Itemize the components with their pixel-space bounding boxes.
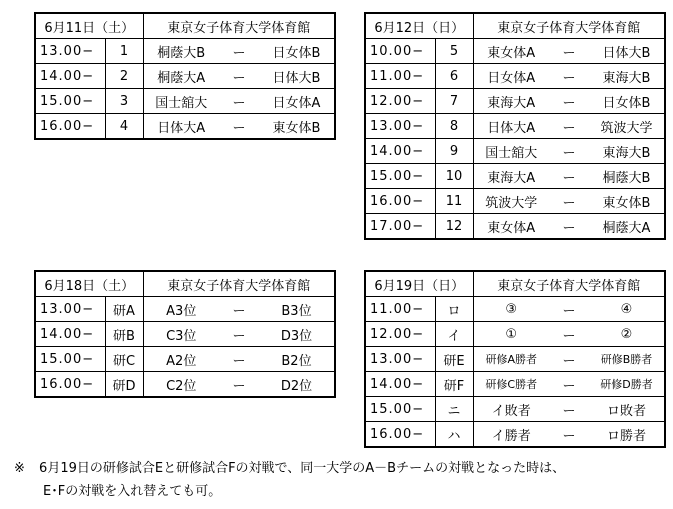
- match-time: 17.00−: [365, 214, 435, 240]
- match-number: 8: [435, 114, 473, 139]
- match-number: ロ: [435, 297, 473, 322]
- table-row: [35, 372, 335, 398]
- match-time: 13.00−: [365, 347, 435, 372]
- match-time: 14.00−: [35, 64, 105, 89]
- home-team: A3位: [143, 297, 219, 322]
- match-number: 1: [105, 39, 143, 64]
- away-team: 桐蔭大A: [589, 214, 665, 240]
- away-team: ロ勝者: [589, 422, 665, 448]
- match-number: 研C: [105, 347, 143, 372]
- table-header-row: [365, 13, 665, 39]
- versus-dash: ー: [549, 297, 589, 322]
- home-team: A2位: [143, 347, 219, 372]
- table-header-row: [35, 271, 335, 297]
- home-team: 研修A勝者: [473, 347, 549, 372]
- match-time: 14.00−: [365, 372, 435, 397]
- home-team: 桐蔭大A: [143, 64, 219, 89]
- table-row: [365, 297, 665, 322]
- away-team: 東海大B: [589, 139, 665, 164]
- match-time: 15.00−: [365, 164, 435, 189]
- versus-dash: ー: [549, 39, 589, 64]
- table-row: [365, 64, 665, 89]
- table-row: [365, 89, 665, 114]
- schedule-table-4: [364, 270, 666, 448]
- table-row: [365, 372, 665, 397]
- venue-header: 東京女子体育大学体育館: [143, 271, 335, 297]
- home-team: 日体大A: [473, 114, 549, 139]
- match-number: 10: [435, 164, 473, 189]
- away-team: B3位: [259, 297, 335, 322]
- footnote: [14, 457, 565, 503]
- home-team: C2位: [143, 372, 219, 398]
- away-team: 東女体B: [259, 114, 335, 140]
- match-number: イ: [435, 322, 473, 347]
- match-time: 15.00−: [365, 397, 435, 422]
- date-header: 6月19日（日）: [365, 271, 473, 297]
- match-time: 12.00−: [365, 322, 435, 347]
- home-team: 桐蔭大B: [143, 39, 219, 64]
- match-time: 16.00−: [35, 372, 105, 398]
- table-header-row: [365, 271, 665, 297]
- versus-dash: ー: [549, 64, 589, 89]
- footnote-text-1: 6月19日の研修試合Eと研修試合Fの対戦で、同一大学のA－Bチームの対戦となった時は、: [39, 461, 566, 476]
- match-number: 5: [435, 39, 473, 64]
- away-team: 桐蔭大B: [589, 164, 665, 189]
- match-time: 15.00−: [35, 347, 105, 372]
- home-team: ③: [473, 297, 549, 322]
- home-team: 東海大A: [473, 89, 549, 114]
- away-team: 研修D勝者: [589, 372, 665, 397]
- versus-dash: ー: [549, 189, 589, 214]
- venue-header: 東京女子体育大学体育館: [473, 13, 665, 39]
- footnote-line-1: [14, 457, 565, 480]
- match-time: 13.00−: [365, 114, 435, 139]
- match-time: 10.00−: [365, 39, 435, 64]
- table-row: [35, 347, 335, 372]
- away-team: ロ敗者: [589, 397, 665, 422]
- away-team: 日女体A: [259, 89, 335, 114]
- schedule-table-1: [34, 12, 336, 140]
- home-team: 国士舘大: [473, 139, 549, 164]
- match-number: 研E: [435, 347, 473, 372]
- match-time: 13.00−: [35, 39, 105, 64]
- table-row: [365, 39, 665, 64]
- versus-dash: ー: [219, 39, 259, 64]
- versus-dash: ー: [219, 347, 259, 372]
- away-team: 東海大B: [589, 64, 665, 89]
- versus-dash: ー: [549, 164, 589, 189]
- venue-header: 東京女子体育大学体育館: [143, 13, 335, 39]
- home-team: イ敗者: [473, 397, 549, 422]
- home-team: 日女体A: [473, 64, 549, 89]
- home-team: 東女体A: [473, 39, 549, 64]
- match-number: 3: [105, 89, 143, 114]
- away-team: 筑波大学: [589, 114, 665, 139]
- versus-dash: ー: [549, 422, 589, 448]
- match-number: 研A: [105, 297, 143, 322]
- home-team: 東海大A: [473, 164, 549, 189]
- away-team: 東女体B: [589, 189, 665, 214]
- versus-dash: ー: [549, 322, 589, 347]
- match-time: 12.00−: [365, 89, 435, 114]
- away-team: ④: [589, 297, 665, 322]
- match-number: 4: [105, 114, 143, 140]
- match-number: ニ: [435, 397, 473, 422]
- table-row: [365, 397, 665, 422]
- home-team: イ勝者: [473, 422, 549, 448]
- match-number: 11: [435, 189, 473, 214]
- match-time: 11.00−: [365, 64, 435, 89]
- away-team: ②: [589, 322, 665, 347]
- date-header: 6月12日（日）: [365, 13, 473, 39]
- table-row: [365, 214, 665, 240]
- match-number: 9: [435, 139, 473, 164]
- footnote-line-2: E･Fの対戦を入れ替えても可。: [43, 484, 222, 499]
- table-row: [35, 297, 335, 322]
- match-number: 7: [435, 89, 473, 114]
- match-time: 16.00−: [35, 114, 105, 140]
- match-time: 13.00−: [35, 297, 105, 322]
- match-number: 2: [105, 64, 143, 89]
- home-team: 研修C勝者: [473, 372, 549, 397]
- versus-dash: ー: [549, 114, 589, 139]
- table-row: [35, 64, 335, 89]
- match-number: 12: [435, 214, 473, 240]
- match-time: 15.00−: [35, 89, 105, 114]
- versus-dash: ー: [549, 397, 589, 422]
- match-time: 11.00−: [365, 297, 435, 322]
- versus-dash: ー: [549, 214, 589, 240]
- away-team: 研修B勝者: [589, 347, 665, 372]
- table-row: [365, 422, 665, 448]
- schedule-table-2: [364, 12, 666, 240]
- table-row: [365, 164, 665, 189]
- table-row: [35, 322, 335, 347]
- date-header: 6月18日（土）: [35, 271, 143, 297]
- away-team: 日女体B: [259, 39, 335, 64]
- versus-dash: ー: [219, 89, 259, 114]
- schedule-table-3: [34, 270, 336, 398]
- table-row: [35, 89, 335, 114]
- table-row: [365, 347, 665, 372]
- match-number: 研B: [105, 322, 143, 347]
- home-team: 東女体A: [473, 214, 549, 240]
- versus-dash: ー: [219, 322, 259, 347]
- versus-dash: ー: [219, 114, 259, 140]
- table-row: [365, 322, 665, 347]
- footnote-mark: ※: [14, 461, 25, 476]
- match-time: 14.00−: [35, 322, 105, 347]
- away-team: B2位: [259, 347, 335, 372]
- away-team: 日女体B: [589, 89, 665, 114]
- table-row: [35, 114, 335, 140]
- away-team: D2位: [259, 372, 335, 398]
- versus-dash: ー: [549, 139, 589, 164]
- versus-dash: ー: [549, 89, 589, 114]
- table-row: [365, 189, 665, 214]
- match-time: 14.00−: [365, 139, 435, 164]
- home-team: 日体大A: [143, 114, 219, 140]
- date-header: 6月11日（土）: [35, 13, 143, 39]
- versus-dash: ー: [549, 347, 589, 372]
- away-team: D3位: [259, 322, 335, 347]
- versus-dash: ー: [219, 372, 259, 398]
- table-row: [35, 39, 335, 64]
- away-team: 日体大B: [589, 39, 665, 64]
- versus-dash: ー: [549, 372, 589, 397]
- home-team: ①: [473, 322, 549, 347]
- venue-header: 東京女子体育大学体育館: [473, 271, 665, 297]
- match-number: 研D: [105, 372, 143, 398]
- versus-dash: ー: [219, 64, 259, 89]
- match-time: 16.00−: [365, 422, 435, 448]
- versus-dash: ー: [219, 297, 259, 322]
- match-number: 研F: [435, 372, 473, 397]
- home-team: 国士舘大: [143, 89, 219, 114]
- table-row: [365, 139, 665, 164]
- home-team: C3位: [143, 322, 219, 347]
- table-header-row: [35, 13, 335, 39]
- match-time: 16.00−: [365, 189, 435, 214]
- match-number: 6: [435, 64, 473, 89]
- table-row: [365, 114, 665, 139]
- away-team: 日体大B: [259, 64, 335, 89]
- match-number: ハ: [435, 422, 473, 448]
- home-team: 筑波大学: [473, 189, 549, 214]
